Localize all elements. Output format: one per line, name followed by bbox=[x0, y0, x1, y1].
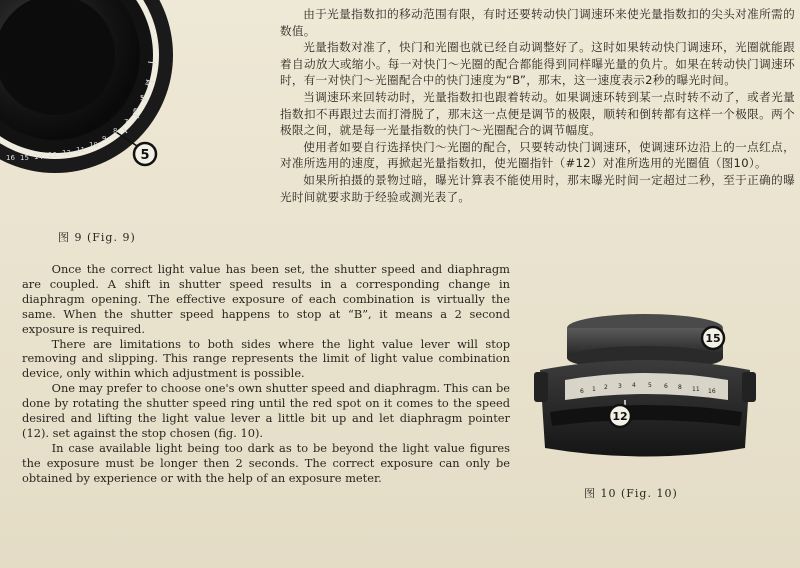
zh-paragraph: 由于光量指数扣的移动范围有限，有时还要转动快门调速环来使光量指数扣的尖头对准所需的数值。 bbox=[280, 7, 795, 38]
svg-text:4: 4 bbox=[632, 382, 636, 389]
fig9-scale-16: 16 bbox=[6, 154, 15, 162]
svg-text:1: 1 bbox=[592, 386, 596, 393]
fig9-scale-11: 11 bbox=[76, 146, 85, 154]
svg-text:11: 11 bbox=[692, 386, 700, 393]
fig9-callout-label: 5 bbox=[140, 148, 150, 163]
fig9-scale-12: 12 bbox=[62, 149, 71, 157]
fig10-shutter-image bbox=[530, 300, 760, 475]
svg-text:8: 8 bbox=[678, 384, 682, 391]
en-paragraph: Once the correct light value has been set, the shutter speed and diaphragm are coupled. A shift in shutter speed results in a corresponding change in diaphragm opening. The effective exposure of each combination is virtually the same. When the shutter speed happens to stop at “B”, it means a 2 second exposure is required. bbox=[22, 262, 510, 336]
fig10-callout-bottom: 12 bbox=[612, 410, 628, 423]
fig9-scale-15: 15 bbox=[20, 154, 29, 162]
english-text-block bbox=[22, 262, 510, 486]
zh-paragraph: 如果所拍摄的景物过暗，曝光计算表不能使用时，那末曝光时间一定超过二秒，至于正确的曝光时间就要求助于经验或测光表了。 bbox=[280, 172, 795, 204]
en-paragraph: One may prefer to choose one's own shutter speed and diaphragm. This can be done by rotating the shutter speed ring until the red spot on it comes to the speed desired and lifting the light value lever a little bit up and let diaphragm pointer (12). set against the stop chosen (fig. 10). bbox=[22, 381, 510, 440]
fig9-dial-image bbox=[0, 0, 175, 190]
svg-text:2: 2 bbox=[604, 384, 608, 391]
fig9-scale-7: 7 bbox=[124, 118, 129, 126]
chinese-text-block bbox=[280, 6, 795, 205]
svg-text:3: 3 bbox=[618, 383, 622, 390]
en-paragraph: In case available light being too dark as to be beyond the light value figures the exposure must be longer then 2 seconds. The correct exposure can only be obtained by experience or with the help of an exposure meter. bbox=[22, 440, 510, 485]
fig9-scale-8: 8 bbox=[113, 127, 118, 135]
svg-text:5: 5 bbox=[648, 382, 652, 389]
svg-text:6: 6 bbox=[664, 383, 668, 390]
en-paragraph: There are limitations to both sides where the light value lever will stop removing and slipping. This range represents the limit of light value combination device, only within which adjustment is possible. bbox=[22, 336, 510, 381]
fig9-scale-13: 13 bbox=[48, 151, 57, 159]
fig9-caption: 图 9 (Fig. 9) bbox=[58, 231, 136, 244]
fig9-scale-6: 6 bbox=[133, 107, 138, 115]
zh-paragraph: 当调速环来回转动时，光量指数扣也跟着转动。如果调速环转到某一点时转不动了，或者光量指数扣不再跟过去而打滑脱了，那末这一点便是调节的极限，顺转和倒转都有这样一个极限。两个极限之间，就是每一光量指数的快门～光圈配合的调节幅度。 bbox=[280, 89, 795, 138]
fig9-scale-14: 14 bbox=[34, 153, 43, 161]
svg-text:6: 6 bbox=[580, 388, 584, 395]
fig9-scale-4: 4 bbox=[145, 80, 150, 88]
fig9-scale-5: 5 bbox=[140, 94, 145, 102]
fig10-caption: 图 10 (Fig. 10) bbox=[584, 487, 678, 500]
zh-paragraph: 使用者如要自行选择快门～光圈的配合，只要转动快门调速环，使调速环边沿上的一点红点，对准所选用的速度，再掀起光量指数扣，使光圈指针（#12）对准所选用的光圈值（图10）。 bbox=[280, 139, 795, 171]
zh-paragraph: 光量指数对准了，快门和光圈也就已经自动调整好了。这时如果转动快门调速环，光圈就能跟着自动放大或缩小。每一对快门～光圈的配合都能得到同样曝光量的负片。如果在转动快门调速环时，有一对快门～光圈配合中的快门速度为“B”，那末，这一速度表示2秒的曝光时间。 bbox=[280, 40, 795, 88]
fig9-scale-9: 9 bbox=[102, 135, 107, 143]
svg-text:16: 16 bbox=[708, 388, 716, 395]
fig9-scale-10: 10 bbox=[89, 141, 98, 149]
fig10-callout-top: 15 bbox=[705, 332, 721, 345]
